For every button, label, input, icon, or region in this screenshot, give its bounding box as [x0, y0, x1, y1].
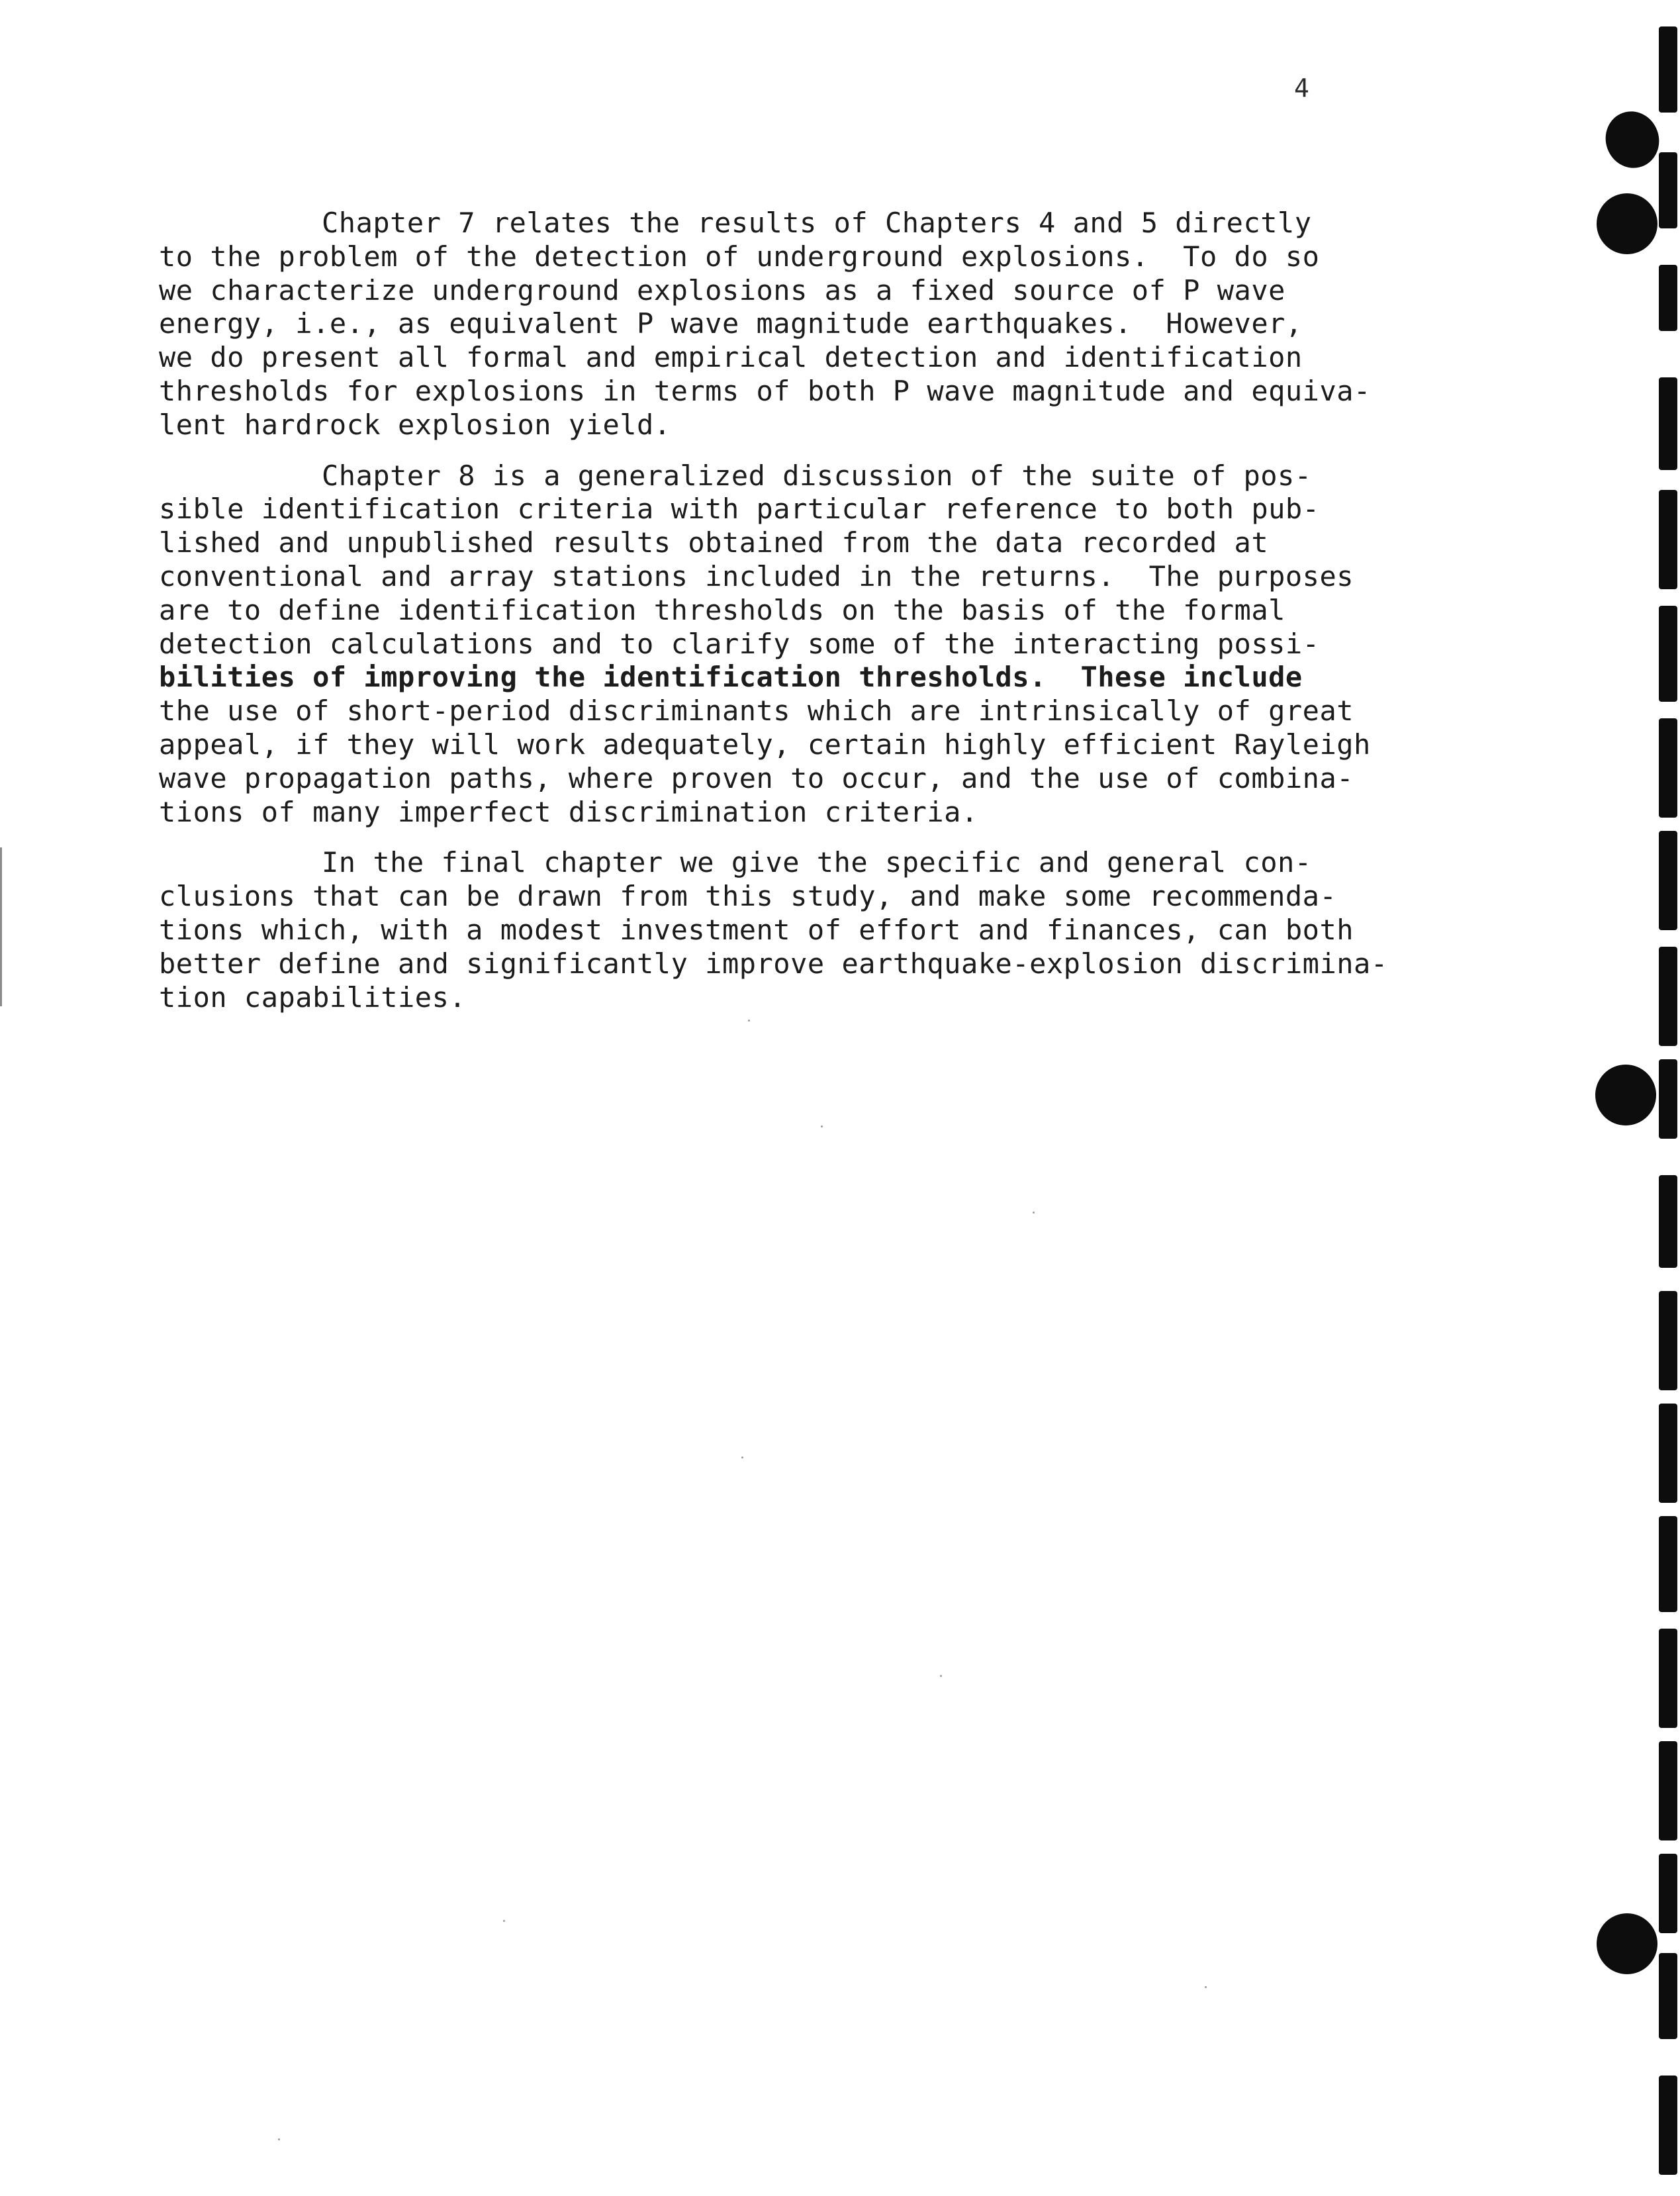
text-line: In the final chapter we give the specific and general con- [322, 846, 1312, 879]
text-line: conventional and array stations included in the returns. The purposes [159, 559, 1354, 593]
punch-hole [1597, 1913, 1657, 1974]
scan-speckle [1033, 1212, 1035, 1214]
scan-speckle [821, 1125, 823, 1127]
scan-speckle [278, 2138, 280, 2140]
text-line: lished and unpublished results obtained from the data recorded at [159, 526, 1269, 559]
binder-punch-strip [1601, 0, 1680, 2196]
punch-mark [1659, 265, 1677, 331]
text-line: wave propagation paths, where proven to occur, and the use of combina- [159, 761, 1354, 794]
text-line: Chapter 8 is a generalized discussion of the suite of pos- [322, 459, 1312, 492]
scan-speckle [503, 1920, 505, 1922]
text-line: bilities of improving the identification thresholds. These include [159, 661, 1303, 694]
punch-mark [1659, 1854, 1677, 1933]
page-number: 4 [1294, 73, 1309, 103]
punch-mark [1659, 490, 1677, 589]
scan-speckle [748, 1020, 750, 1022]
punch-mark [1659, 1404, 1677, 1503]
punch-mark [1659, 831, 1677, 930]
text-line: clusions that can be drawn from this study, and make some recommenda- [159, 880, 1337, 913]
paragraph-chapter-7 [159, 207, 1371, 442]
text-line: are to define identification thresholds on the basis of the formal [159, 593, 1285, 626]
punch-mark [1659, 718, 1677, 818]
text-line: appeal, if they will work adequately, certain highly efficient Rayleigh [159, 728, 1371, 761]
body-text [159, 207, 1388, 1031]
punch-mark [1659, 606, 1677, 702]
text-line: thresholds for explosions in terms of both P wave magnitude and equiva- [159, 374, 1371, 407]
scan-speckle [741, 1456, 743, 1458]
punch-mark [1659, 1175, 1677, 1268]
punch-mark [1659, 377, 1677, 470]
punch-hole [1595, 1065, 1656, 1125]
paragraph-final-chapter [159, 846, 1388, 1014]
text-line: tion capabilities. [159, 980, 467, 1014]
scan-speckle [940, 1675, 942, 1677]
punch-mark [1659, 152, 1677, 228]
text-line: we do present all formal and empirical detection and identification [159, 341, 1303, 374]
text-line: we characterize underground explosions as a fixed source of P wave [159, 273, 1285, 307]
punch-mark [1659, 1629, 1677, 1728]
punch-hole [1597, 193, 1657, 254]
text-line: the use of short-period discriminants which are intrinsically of great [159, 694, 1354, 728]
text-line: detection calculations and to clarify some of the interacting possi- [159, 627, 1320, 660]
text-line: sible identification criteria with particular reference to both pub- [159, 493, 1320, 526]
scan-speckle [1205, 1986, 1207, 1988]
punch-hole [1598, 104, 1667, 175]
punch-mark [1659, 1953, 1677, 2039]
text-line: tions which, with a modest investment of effort and finances, can both [159, 913, 1354, 946]
text-line: tions of many imperfect discrimination criteria. [159, 795, 978, 828]
punch-mark [1659, 947, 1677, 1046]
text-line: better define and significantly improve earthquake-explosion discrimina- [159, 947, 1388, 980]
punch-mark [1659, 26, 1677, 113]
scan-edge-line [0, 847, 2, 1006]
text-line: energy, i.e., as equivalent P wave magnitude earthquakes. However, [159, 307, 1303, 340]
text-line: to the problem of the detection of underground explosions. To do so [159, 240, 1320, 273]
paragraph-chapter-8 [159, 459, 1371, 830]
text-line: Chapter 7 relates the results of Chapters 4 and 5 directly [322, 207, 1312, 239]
text-line: lent hardrock explosion yield. [159, 408, 671, 441]
punch-mark [1659, 1516, 1677, 1612]
punch-mark [1659, 1741, 1677, 1840]
punch-mark [1659, 1059, 1677, 1139]
punch-mark [1659, 1291, 1677, 1390]
punch-mark [1659, 2076, 1677, 2175]
